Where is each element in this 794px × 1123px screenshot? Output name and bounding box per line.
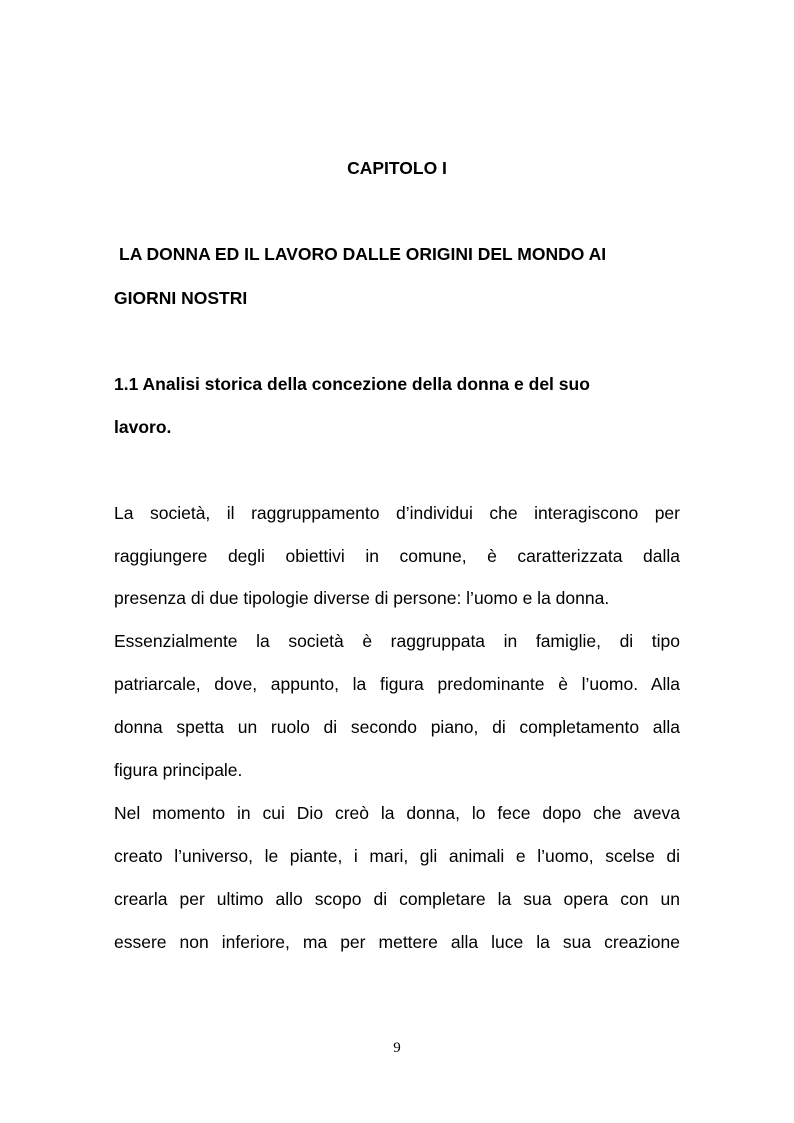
body-line-8: Nel momento in cui Dio creò la donna, lo fece dopo che aveva xyxy=(114,803,680,823)
body-line-1: La società, il raggruppamento d’individui che interagiscono per xyxy=(114,503,680,523)
chapter-label: CAPITOLO I xyxy=(347,158,447,178)
body-line-3: presenza di due tipologie diverse di persone: l’uomo e la donna. xyxy=(114,588,610,608)
body-line-9: creato l’universo, le piante, i mari, gli animali e l’uomo, scelse di xyxy=(114,846,680,866)
section-heading-line-2: lavoro. xyxy=(114,417,172,437)
body-line-7: figura principale. xyxy=(114,760,243,780)
body-line-4: Essenzialmente la società è raggruppata in famiglie, di tipo xyxy=(114,631,680,651)
chapter-title-line-2: GIORNI NOSTRI xyxy=(114,288,248,308)
body-line-11: essere non inferiore, ma per mettere alla luce la sua creazione xyxy=(114,932,680,952)
section-heading-line-1: 1.1 Analisi storica della concezione della donna e del suo xyxy=(114,374,590,394)
body-line-5: patriarcale, dove, appunto, la figura predominante è l’uomo. Alla xyxy=(114,674,680,694)
page-number: 9 xyxy=(393,1040,401,1056)
chapter-title-line-1: LA DONNA ED IL LAVORO DALLE ORIGINI DEL MONDO AI xyxy=(119,244,607,264)
body-line-2: raggiungere degli obiettivi in comune, è caratterizzata dalla xyxy=(114,546,680,566)
body-line-10: crearla per ultimo allo scopo di completare la sua opera con un xyxy=(114,889,680,909)
body-line-6: donna spetta un ruolo di secondo piano, di completamento alla xyxy=(114,717,680,737)
